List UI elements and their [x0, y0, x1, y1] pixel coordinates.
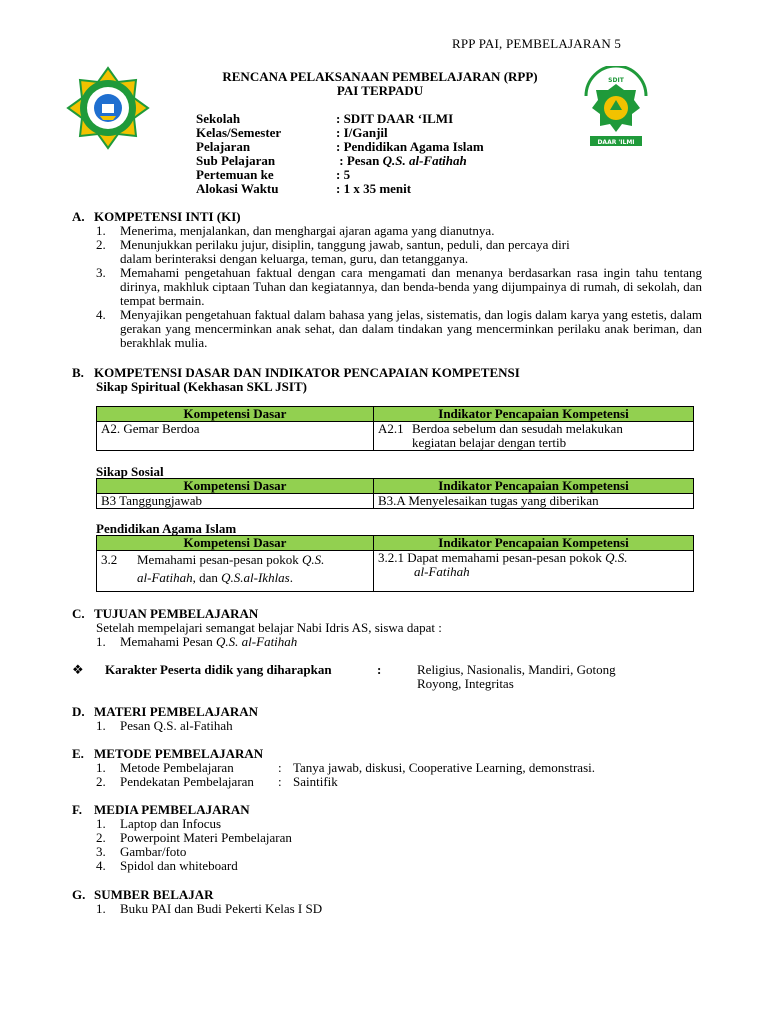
list-text-pre: Memahami Pesan: [120, 634, 217, 649]
section-title: SUMBER BELAJAR: [94, 887, 214, 902]
section-f: [72, 803, 702, 873]
section-heading: [72, 366, 702, 380]
page-header: RPP PAI, PEMBELAJARAN 5: [452, 36, 622, 51]
list-text: Spidol dan whiteboard: [120, 858, 238, 873]
ki-list: [96, 224, 702, 350]
section-heading: [72, 747, 702, 761]
info-value: [336, 154, 467, 168]
list-item: [96, 719, 702, 733]
section-a: [72, 210, 702, 350]
list-number: 1.: [96, 634, 106, 649]
list-colon: :: [278, 760, 282, 775]
section-letter: B.: [72, 365, 84, 380]
list-number: 1.: [96, 901, 106, 916]
info-row: [196, 140, 484, 154]
list-item: [96, 859, 702, 873]
sdit-logo: [578, 66, 654, 150]
list-key: Pendekatan Pembelajaran: [120, 774, 254, 789]
section-letter: C.: [72, 606, 85, 621]
list-item: [96, 266, 702, 308]
section-heading: [72, 607, 702, 621]
section-title: MEDIA PEMBELAJARAN: [94, 802, 250, 817]
info-key: Pelajaran: [196, 139, 251, 154]
title-line-2: PAI TERPADU: [336, 83, 424, 98]
list-item: [96, 831, 702, 845]
list-text-italic: Q.S. al-Fatihah: [216, 634, 298, 649]
info-key: Alokasi Waktu: [196, 181, 279, 196]
list-item: [96, 238, 702, 252]
section-heading: [72, 888, 702, 902]
list-item: [96, 308, 702, 350]
kd-text-end: .: [289, 570, 293, 585]
karakter-value: [417, 663, 616, 691]
subsection-title: Pendidikan Agama Islam: [96, 521, 237, 536]
list-value: Tanya jawab, diskusi, Cooperative Learning, demonstrasi.: [293, 760, 595, 775]
ipk-text-pre: 3.2.1 Dapat memahami pesan-pesan pokok: [378, 550, 606, 565]
section-b: [72, 366, 702, 394]
kd-text-italic: Q.S.: [301, 552, 325, 567]
list-text: Memahami pengetahuan faktual dengan cara mengamati dan menanya berdasarkan rasa ingin tahu tentang dirinya, makhluk ciptaan Tuhan dan kegiatannya, dan benda-benda yang dijumpainya di rumah, di sekolah, dan tempat bermain.: [120, 265, 702, 308]
kd-code: 3.2: [101, 552, 118, 567]
info-key: Pertemuan ke: [196, 167, 274, 182]
list-value: Saintifik: [293, 774, 338, 789]
info-value: : Pendidikan Agama Islam: [336, 139, 484, 154]
table-cell: B3 Tanggungjawab: [97, 494, 374, 509]
table-cell: [374, 551, 694, 592]
list-item: [96, 902, 702, 916]
table-header: Kompetensi Dasar: [97, 536, 374, 551]
list-text: dalam berinteraksi dengan keluarga, teman, guru, dan tetangganya.: [120, 251, 469, 266]
info-row: [196, 112, 484, 126]
section-title: KOMPETENSI INTI (KI): [94, 209, 241, 224]
section-c: [72, 607, 702, 649]
section-e: [72, 747, 702, 789]
ipk-text: Berdoa sebelum dan sesudah melakukan: [412, 421, 623, 436]
list-text: Menerima, menjalankan, dan menghargai ajaran agama yang dianutnya.: [120, 223, 495, 238]
list-item: [96, 635, 702, 649]
ipk-text-italic: al-Fatihah: [414, 564, 470, 579]
list-number: 1.: [96, 718, 106, 733]
info-row: [196, 154, 484, 168]
list-number: 4.: [96, 307, 106, 322]
section-heading: [72, 803, 702, 817]
title-line-1: RENCANA PELAKSANAAN PEMBELAJARAN (RPP): [222, 69, 538, 84]
info-value-italic: Q.S. al-Fatihah: [382, 153, 467, 168]
kd-text-pre: Memahami pesan-pesan pokok: [137, 552, 302, 567]
karakter-value-line: Religius, Nasionalis, Mandiri, Gotong: [417, 662, 616, 677]
list-number: 1.: [96, 816, 106, 831]
list-item: [96, 252, 702, 266]
table-header: Kompetensi Dasar: [97, 479, 374, 494]
list-number: 4.: [96, 858, 106, 873]
list-item: [96, 761, 702, 775]
list-text: Menunjukkan perilaku jujur, disiplin, tanggung jawab, santun, peduli, dan percaya diri: [120, 237, 570, 252]
table-cell: [97, 551, 374, 592]
ipk-code: A2.1: [378, 421, 404, 436]
info-row: [196, 168, 484, 182]
section-letter: E.: [72, 746, 84, 761]
info-row: [196, 182, 484, 196]
section-d: [72, 705, 702, 733]
list-text: Pesan Q.S. al-Fatihah: [120, 718, 233, 733]
list-number: 1.: [96, 223, 106, 238]
list-item: [96, 845, 702, 859]
list-number: [96, 252, 120, 266]
list-number: 2.: [96, 237, 106, 252]
list-number: 1.: [96, 760, 106, 775]
section-title: TUJUAN PEMBELAJARAN: [94, 606, 259, 621]
info-key: Kelas/Semester: [196, 125, 282, 140]
info-key: Sub Pelajaran: [196, 153, 276, 168]
list-number: 2.: [96, 774, 106, 789]
table-cell: [374, 422, 694, 451]
section-title: METODE PEMBELAJARAN: [94, 746, 264, 761]
table-sikap-spiritual: [96, 406, 694, 451]
diamond-bullet-icon: ❖: [72, 662, 84, 677]
list-text: [120, 635, 297, 649]
list-number: 3.: [96, 844, 106, 859]
section-g: [72, 888, 702, 916]
info-value: : I/Ganjil: [336, 125, 388, 140]
list-text: Menyajikan pengetahuan faktual dalam bahasa yang jelas, sistematis, dan logis dalam karya yang estetis, dalam gerakan yang mencerminkan anak sehat, dan dalam tindakan yang mencerminkan perilaku anak beriman, dan berakhlak mulia.: [120, 307, 702, 350]
list-text: Gambar/foto: [120, 844, 187, 859]
kd-text-italic: Q.S.al-Ikhlas: [221, 570, 290, 585]
info-row: [196, 126, 484, 140]
info-value: : 1 x 35 menit: [336, 181, 412, 196]
table-sikap-sosial: [96, 478, 694, 509]
list-item: [96, 817, 702, 831]
svg-text:SDIT: SDIT: [608, 77, 624, 84]
karakter-colon: :: [377, 662, 382, 677]
section-heading: [72, 705, 702, 719]
list-key: Metode Pembelajaran: [120, 760, 234, 775]
karakter-label: Karakter Peserta didik yang diharapkan: [105, 662, 332, 677]
info-value: : 5: [336, 167, 351, 182]
list-number: 3.: [96, 265, 106, 280]
list-colon: :: [278, 774, 282, 789]
section-letter: F.: [72, 802, 82, 817]
section-letter: G.: [72, 887, 86, 902]
info-key: Sekolah: [196, 111, 241, 126]
list-number: 2.: [96, 830, 106, 845]
section-title: KOMPETENSI DASAR DAN INDIKATOR PENCAPAIAN KOMPETENSI: [94, 365, 520, 380]
section-intro: Setelah mempelajari semangat belajar Nabi Idris AS, siswa dapat :: [96, 620, 442, 635]
list-text: Buku PAI dan Budi Pekerti Kelas I SD: [120, 901, 323, 916]
section-letter: A.: [72, 209, 85, 224]
table-cell: B3.A Menyelesaikan tugas yang diberikan: [374, 494, 694, 509]
list-item: [96, 775, 702, 789]
table-pai: [96, 535, 694, 592]
svg-text:DAAR 'ILMI: DAAR 'ILMI: [597, 139, 635, 146]
table-cell: A2. Gemar Berdoa: [97, 422, 374, 451]
section-letter: D.: [72, 704, 85, 719]
info-value-pre: : Pesan: [339, 153, 383, 168]
ipk-text-italic: Q.S.: [605, 550, 628, 565]
yayasan-logo: [66, 66, 150, 150]
identity-block: [196, 112, 484, 196]
section-title: MATERI PEMBELAJARAN: [94, 704, 259, 719]
document-title: [180, 70, 580, 98]
subsection-title: Sikap Sosial: [96, 464, 164, 479]
section-heading: [72, 210, 702, 224]
list-text: Powerpoint Materi Pembelajaran: [120, 830, 292, 845]
karakter-value-line: Royong, Integritas: [417, 676, 514, 691]
table-header: Indikator Pencapaian Kompetensi: [374, 407, 694, 422]
kd-text-italic: al-Fatihah: [137, 570, 193, 585]
subsection-title: Sikap Spiritual (Kekhasan SKL JSIT): [96, 379, 307, 394]
kd-text-mid: , dan: [192, 570, 222, 585]
info-value: : SDIT DAAR ‘ILMI: [336, 111, 454, 126]
list-item: [96, 224, 702, 238]
table-header: Kompetensi Dasar: [97, 407, 374, 422]
table-header: Indikator Pencapaian Kompetensi: [374, 479, 694, 494]
table-header: Indikator Pencapaian Kompetensi: [374, 536, 694, 551]
kd-text: [137, 551, 324, 587]
ipk-text: kegiatan belajar dengan tertib: [412, 435, 567, 450]
list-text: Laptop dan Infocus: [120, 816, 222, 831]
